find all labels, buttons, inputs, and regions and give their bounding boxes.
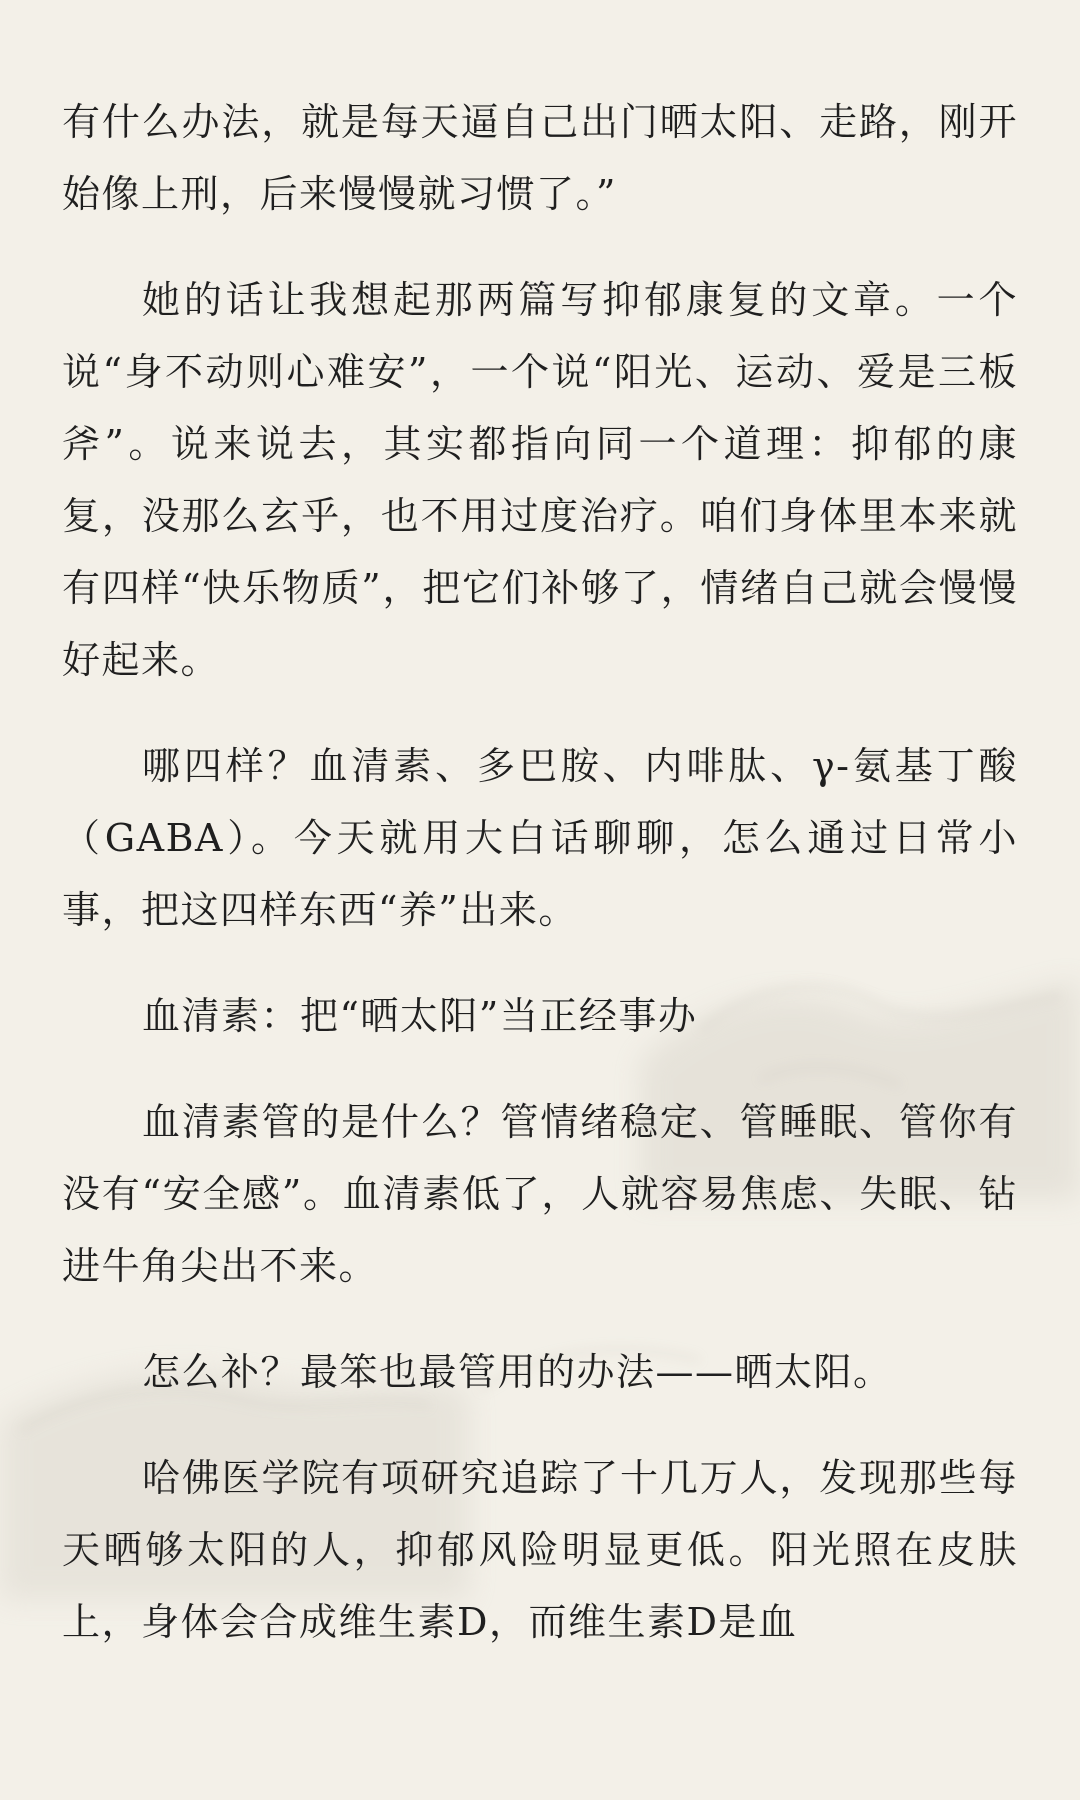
article-body — [62, 86, 1018, 1692]
paragraph-7: 哈佛医学院有项研究追踪了十几万人，发现那些每天晒够太阳的人，抑郁风险明显更低。阳光照在皮肤上，身体会合成维生素D，而维生素D是血 — [62, 1456, 1018, 1644]
paragraph-6: 怎么补？最笨也最管用的办法——晒太阳。 — [142, 1350, 893, 1394]
paragraph-2: 她的话让我想起那两篇写抑郁康复的文章。一个说“身不动则心难安”，一个说“阳光、运动、爱是三板斧”。说来说去，其实都指向同一个道理：抑郁的康复，没那么玄乎，也不用过度治疗。咱们身体里本来就有四样“快乐物质”，把它们补够了，情绪自己就会慢慢好起来。 — [62, 278, 1018, 682]
section-heading-serotonin: 血清素：把“晒太阳”当正经事办 — [142, 994, 698, 1038]
paragraph-5: 血清素管的是什么？管情绪稳定、管睡眠、管你有没有“安全感”。血清素低了，人就容易焦虑、失眠、钻进牛角尖出不来。 — [62, 1100, 1018, 1288]
paragraph-1: 有什么办法，就是每天逼自己出门晒太阳、走路，刚开始像上刑，后来慢慢就习惯了。” — [62, 100, 1018, 216]
paragraph-3: 哪四样？血清素、多巴胺、内啡肽、γ-氨基丁酸（GABA）。今天就用大白话聊聊，怎么通过日常小事，把这四样东西“养”出来。 — [62, 744, 1018, 932]
